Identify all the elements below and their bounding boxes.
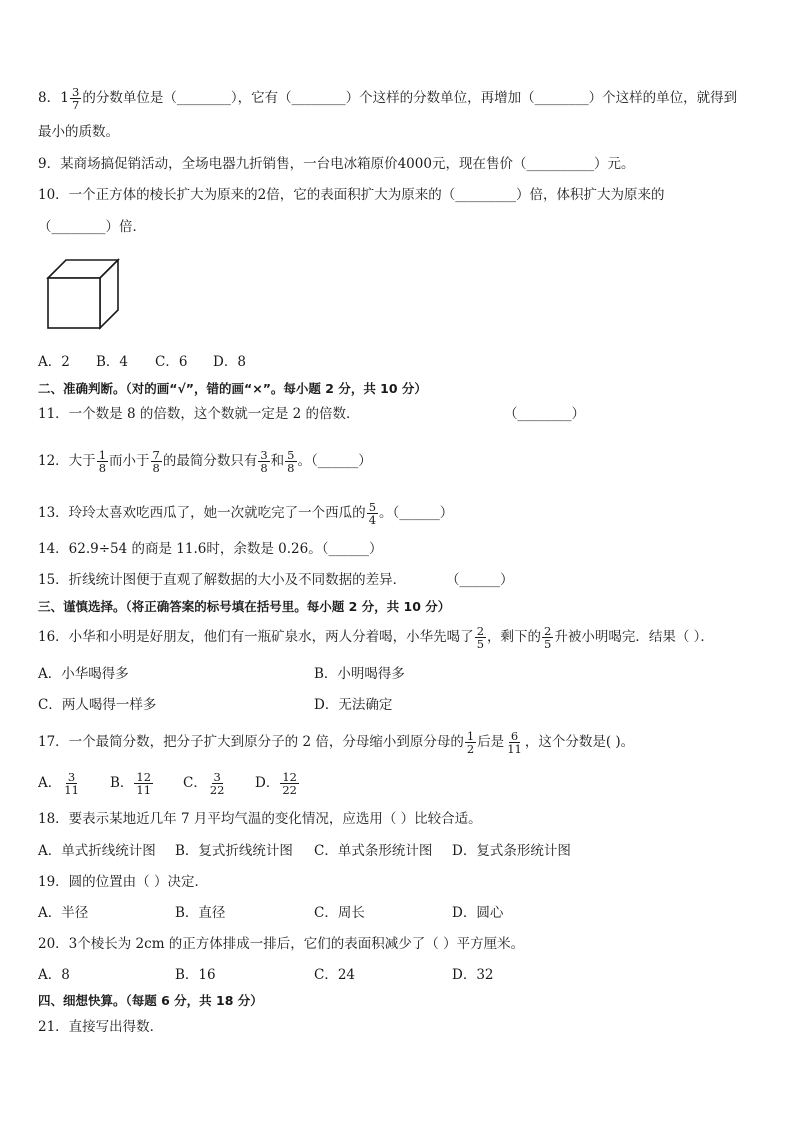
q19-option-c: C．周长 — [314, 905, 365, 921]
q19-option-d: D．圆心 — [452, 905, 504, 921]
question-15: 15．折线统计图便于直观了解数据的大小及不同数据的差异． — [38, 572, 407, 588]
q16-option-b: B．小明喝得多 — [314, 666, 405, 682]
q12-end: 。（______） — [297, 453, 372, 469]
q8-frac-denominator: 7 — [72, 98, 80, 112]
q17-option-c-label: C． — [183, 775, 207, 791]
q12-f1-numerator: 1 — [98, 448, 107, 462]
q8-number: 8． — [38, 90, 61, 106]
q10-option-a: A．2 — [38, 354, 70, 370]
question-10: 10．一个正方体的棱长扩大为原来的2倍，它的表面积扩大为原来的（_________）倍，体积扩大为原来的 — [38, 187, 665, 203]
q17-option-d-label: D． — [255, 775, 280, 791]
q16-end: 升被小明喝完．结果（ ）． — [554, 629, 714, 645]
q17-mid: 后是 — [477, 734, 505, 750]
q20-option-c: C．24 — [314, 967, 356, 983]
q10-option-d: D．8 — [213, 354, 246, 370]
q17-option-b-label: B． — [110, 775, 134, 791]
q17-option-b-numerator: 12 — [136, 770, 152, 784]
cube-figure — [46, 258, 120, 330]
q17-option-b — [110, 768, 154, 798]
q10-option-c: C．6 — [155, 354, 188, 370]
q20-option-a: A．8 — [38, 967, 70, 983]
q13-end: 。（______） — [379, 505, 454, 521]
question-12 — [38, 447, 372, 475]
q16-option-d: D．无法确定 — [314, 697, 393, 713]
q10-option-b: B．4 — [96, 354, 129, 370]
section-4-heading: 四、细想快算。（每题 6 分，共 18 分） — [38, 993, 263, 1008]
q16-fraction-2 — [542, 625, 553, 650]
question-21: 21．直接写出得数． — [38, 1019, 164, 1035]
q17-option-a — [38, 768, 82, 798]
q17-option-a-numerator: 3 — [67, 770, 76, 784]
cube-front-face — [48, 278, 100, 328]
q17-prefix: 17．一个最简分数，把分子扩大到原分子的 2 倍，分母缩小到原分母的 — [38, 734, 464, 750]
q20-option-d: D．32 — [452, 967, 494, 983]
q18-option-b: B．复式折线统计图 — [175, 843, 293, 859]
q17-option-a-fraction — [62, 771, 81, 796]
q17-option-b-denominator: 11 — [136, 783, 152, 797]
q12-fraction-1 — [97, 449, 108, 474]
q12-mid-3: 和 — [270, 453, 285, 469]
q17-option-c-denominator: 22 — [209, 783, 225, 797]
q17-fraction-2 — [505, 730, 524, 755]
question-8 — [38, 86, 737, 111]
q19-option-a: A．半径 — [38, 905, 89, 921]
q16-option-a: A．小华喝得多 — [38, 666, 129, 682]
question-8-continued: 最小的质数。 — [38, 124, 119, 140]
q17-f2-numerator: 6 — [510, 729, 519, 743]
q16-option-c: C．两人喝得一样多 — [38, 697, 157, 713]
question-11: 11．一个数是 8 的倍数，这个数就一定是 2 的倍数． — [38, 406, 360, 422]
q17-option-c — [183, 768, 227, 798]
q13-fraction — [367, 501, 378, 526]
q12-f4-denominator: 8 — [287, 461, 295, 475]
q17-f1-numerator: 1 — [466, 729, 475, 743]
question-16 — [38, 622, 714, 652]
q12-f3-numerator: 3 — [260, 448, 268, 462]
q12-f2-denominator: 8 — [152, 461, 160, 475]
q11-answer-blank: （________） — [504, 406, 585, 422]
q17-option-c-fraction — [208, 771, 227, 796]
q18-option-d: D．复式条形统计图 — [452, 843, 571, 859]
q8-mixed-whole: 1 — [60, 90, 70, 106]
question-9: 9．某商场搞促销活动，全场电器九折销售，一台电冰箱原价4000元，现在售价（__________）元。 — [38, 156, 635, 172]
question-14: 14．62.9÷54 的商是 11.6时，余数是 0.26。（______） — [38, 541, 383, 557]
q12-f1-denominator: 8 — [98, 461, 107, 475]
q12-mid-1: 而小于 — [109, 453, 150, 469]
question-19: 19．圆的位置由（ ）决定． — [38, 874, 208, 890]
q18-option-c: C．单式条形统计图 — [314, 843, 433, 859]
q17-option-d-numerator: 12 — [282, 770, 297, 784]
q15-answer-blank: （______） — [446, 572, 514, 588]
q12-fraction-4 — [285, 449, 296, 474]
q12-fraction-3 — [258, 449, 269, 474]
question-17 — [38, 727, 634, 757]
q20-option-b: B．16 — [175, 967, 216, 983]
q17-fraction-1 — [465, 730, 476, 755]
q16-prefix: 16．小华和小明是好朋友，他们有一瓶矿泉水，两人分着喝，小华先喝了 — [38, 629, 474, 645]
q17-option-a-denominator: 11 — [64, 783, 79, 797]
q12-f3-denominator: 8 — [260, 461, 268, 475]
question-20: 20．3个棱长为 2cm 的正方体排成一排后，它们的表面积减少了（ ）平方厘米。 — [38, 936, 525, 952]
q13-numerator: 5 — [368, 500, 377, 514]
q8-text: 的分数单位是（________），它有（________）个这样的分数单位，再增加（________）个这样的单位，就得到 — [82, 90, 738, 106]
q17-option-d-fraction — [280, 771, 299, 796]
q12-fraction-2 — [151, 449, 162, 474]
q12-f2-numerator: 7 — [152, 448, 160, 462]
q16-f2-numerator: 2 — [544, 624, 552, 638]
q8-frac-numerator: 3 — [72, 85, 80, 99]
q16-f1-numerator: 2 — [476, 624, 485, 638]
question-18: 18．要表示某地近几年 7 月平均气温的变化情况，应选用（ ）比较合适。 — [38, 811, 482, 827]
q12-f4-numerator: 5 — [287, 448, 295, 462]
q16-f1-denominator: 5 — [476, 637, 485, 651]
question-10-continued: （________）倍． — [38, 219, 146, 235]
q16-f2-denominator: 5 — [544, 637, 552, 651]
q17-option-b-fraction — [134, 771, 153, 796]
section-2-heading: 二、准确判断。（对的画“√”，错的画“×”。每小题 2 分，共 10 分） — [38, 381, 427, 396]
q18-option-a: A．单式折线统计图 — [38, 843, 156, 859]
q19-option-b: B．直径 — [175, 905, 226, 921]
question-13 — [38, 499, 453, 527]
section-3-heading: 三、谨慎选择。（将正确答案的标号填在括号里。每小题 2 分，共 10 分） — [38, 599, 451, 614]
q17-end: ，这个分数是( )。 — [524, 734, 635, 750]
q16-fraction-1 — [475, 625, 486, 650]
q17-f1-denominator: 2 — [466, 742, 475, 756]
q17-option-d-denominator: 22 — [282, 783, 297, 797]
q16-mid: ，剩下的 — [487, 629, 542, 645]
q8-fraction — [70, 86, 81, 111]
q17-option-d — [255, 768, 300, 798]
q12-prefix: 12．大于 — [38, 453, 96, 469]
q13-prefix: 13．玲玲太喜欢吃西瓜了，她一次就吃完了一个西瓜的 — [38, 505, 366, 521]
q17-option-a-label: A． — [38, 775, 62, 791]
q13-denominator: 4 — [368, 513, 377, 527]
q17-option-c-numerator: 3 — [213, 770, 221, 784]
q12-mid-2: 的最简分数只有 — [162, 453, 258, 469]
q17-f2-denominator: 11 — [507, 742, 522, 756]
